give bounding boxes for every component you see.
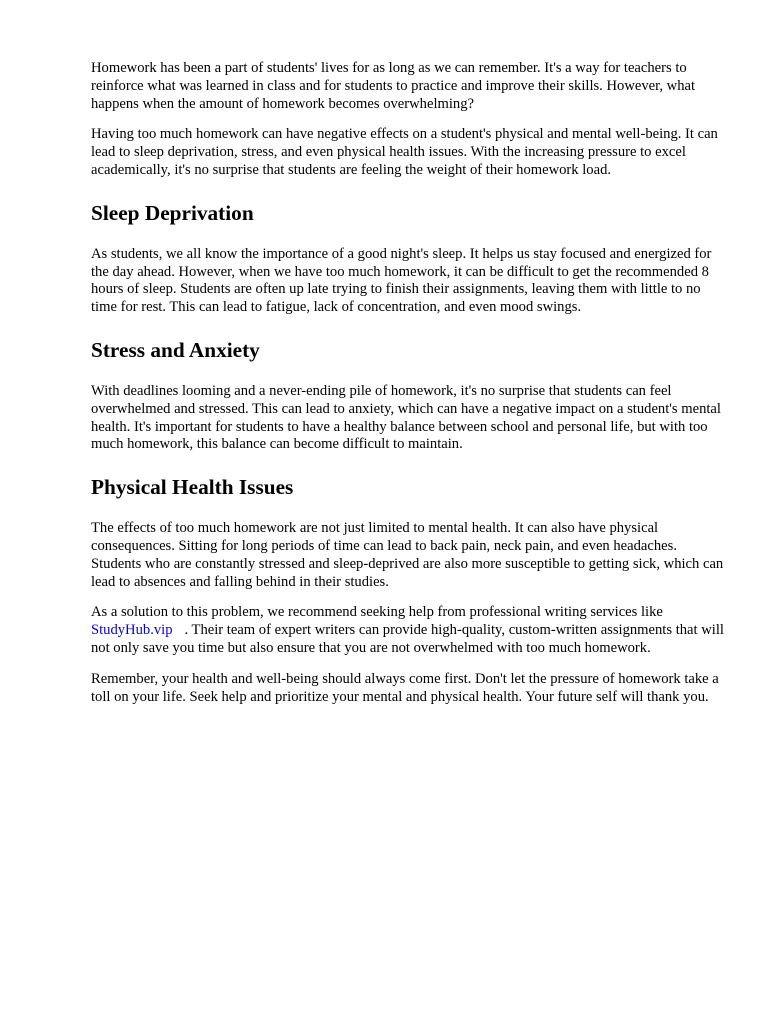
- studyhub-link[interactable]: StudyHub.vip: [91, 622, 173, 639]
- solution-paragraph: [91, 604, 727, 657]
- heading-stress-and-anxiety: Stress and Anxiety: [91, 337, 260, 362]
- intro-paragraph-2: Having too much homework can have negative effects on a student's physical and mental well-being. It can lead to sleep deprivation, stress, and even physical health issues. With the increasing pressure to excel academically, it's no surprise that students are feeling the weight of their homework load.: [91, 126, 718, 178]
- intro-paragraph-1: Homework has been a part of students' lives for as long as we can remember. It's a way for teachers to reinforce what was learned in class and for students to practice and improve their skills. However, what happens when the amount of homework becomes overwhelming?: [91, 60, 696, 112]
- closing-paragraph: Remember, your health and well-being should always come first. Don't let the pressure of homework take a toll on your life. Seek help and prioritize your mental and physical health. Your future self will thank you.: [91, 670, 719, 705]
- paragraph-sleep-deprivation: As students, we all know the importance of a good night's sleep. It helps us stay focused and energized for the day ahead. However, when we have too much homework, it can be difficult to get the recommended 8 hours of sleep. Students are often up late trying to finish their assignments, leaving them with little to no time for rest. This can lead to fatigue, lack of concentration, and even mood swings.: [91, 245, 712, 316]
- heading-physical-health-issues: Physical Health Issues: [91, 475, 294, 500]
- paragraph-stress-and-anxiety: With deadlines looming and a never-ending pile of homework, it's no surprise that students can feel overwhelmed and stressed. This can lead to anxiety, which can have a negative impact on a student's mental health. It's important for students to have a healthy balance between school and personal life, but with too much homework, this balance can become difficult to maintain.: [91, 382, 721, 453]
- document-page: [91, 60, 727, 719]
- heading-sleep-deprivation: Sleep Deprivation: [91, 200, 254, 225]
- solution-text-after: . Their team of expert writers can provide high-quality, custom-written assignments that will not only save you time but also ensure that you are not overwhelmed with too much homework.: [91, 622, 724, 656]
- paragraph-physical-health-issues: The effects of too much homework are not just limited to mental health. It can also have physical consequences. Sitting for long periods of time can lead to back pain, neck pain, and even headaches. Students who are constantly stressed and sleep-deprived are also more susceptible to getting sick, which can lead to absences and falling behind in their studies.: [91, 520, 724, 590]
- solution-text-before: As a solution to this problem, we recommend seeking help from professional writing services like: [91, 604, 663, 621]
